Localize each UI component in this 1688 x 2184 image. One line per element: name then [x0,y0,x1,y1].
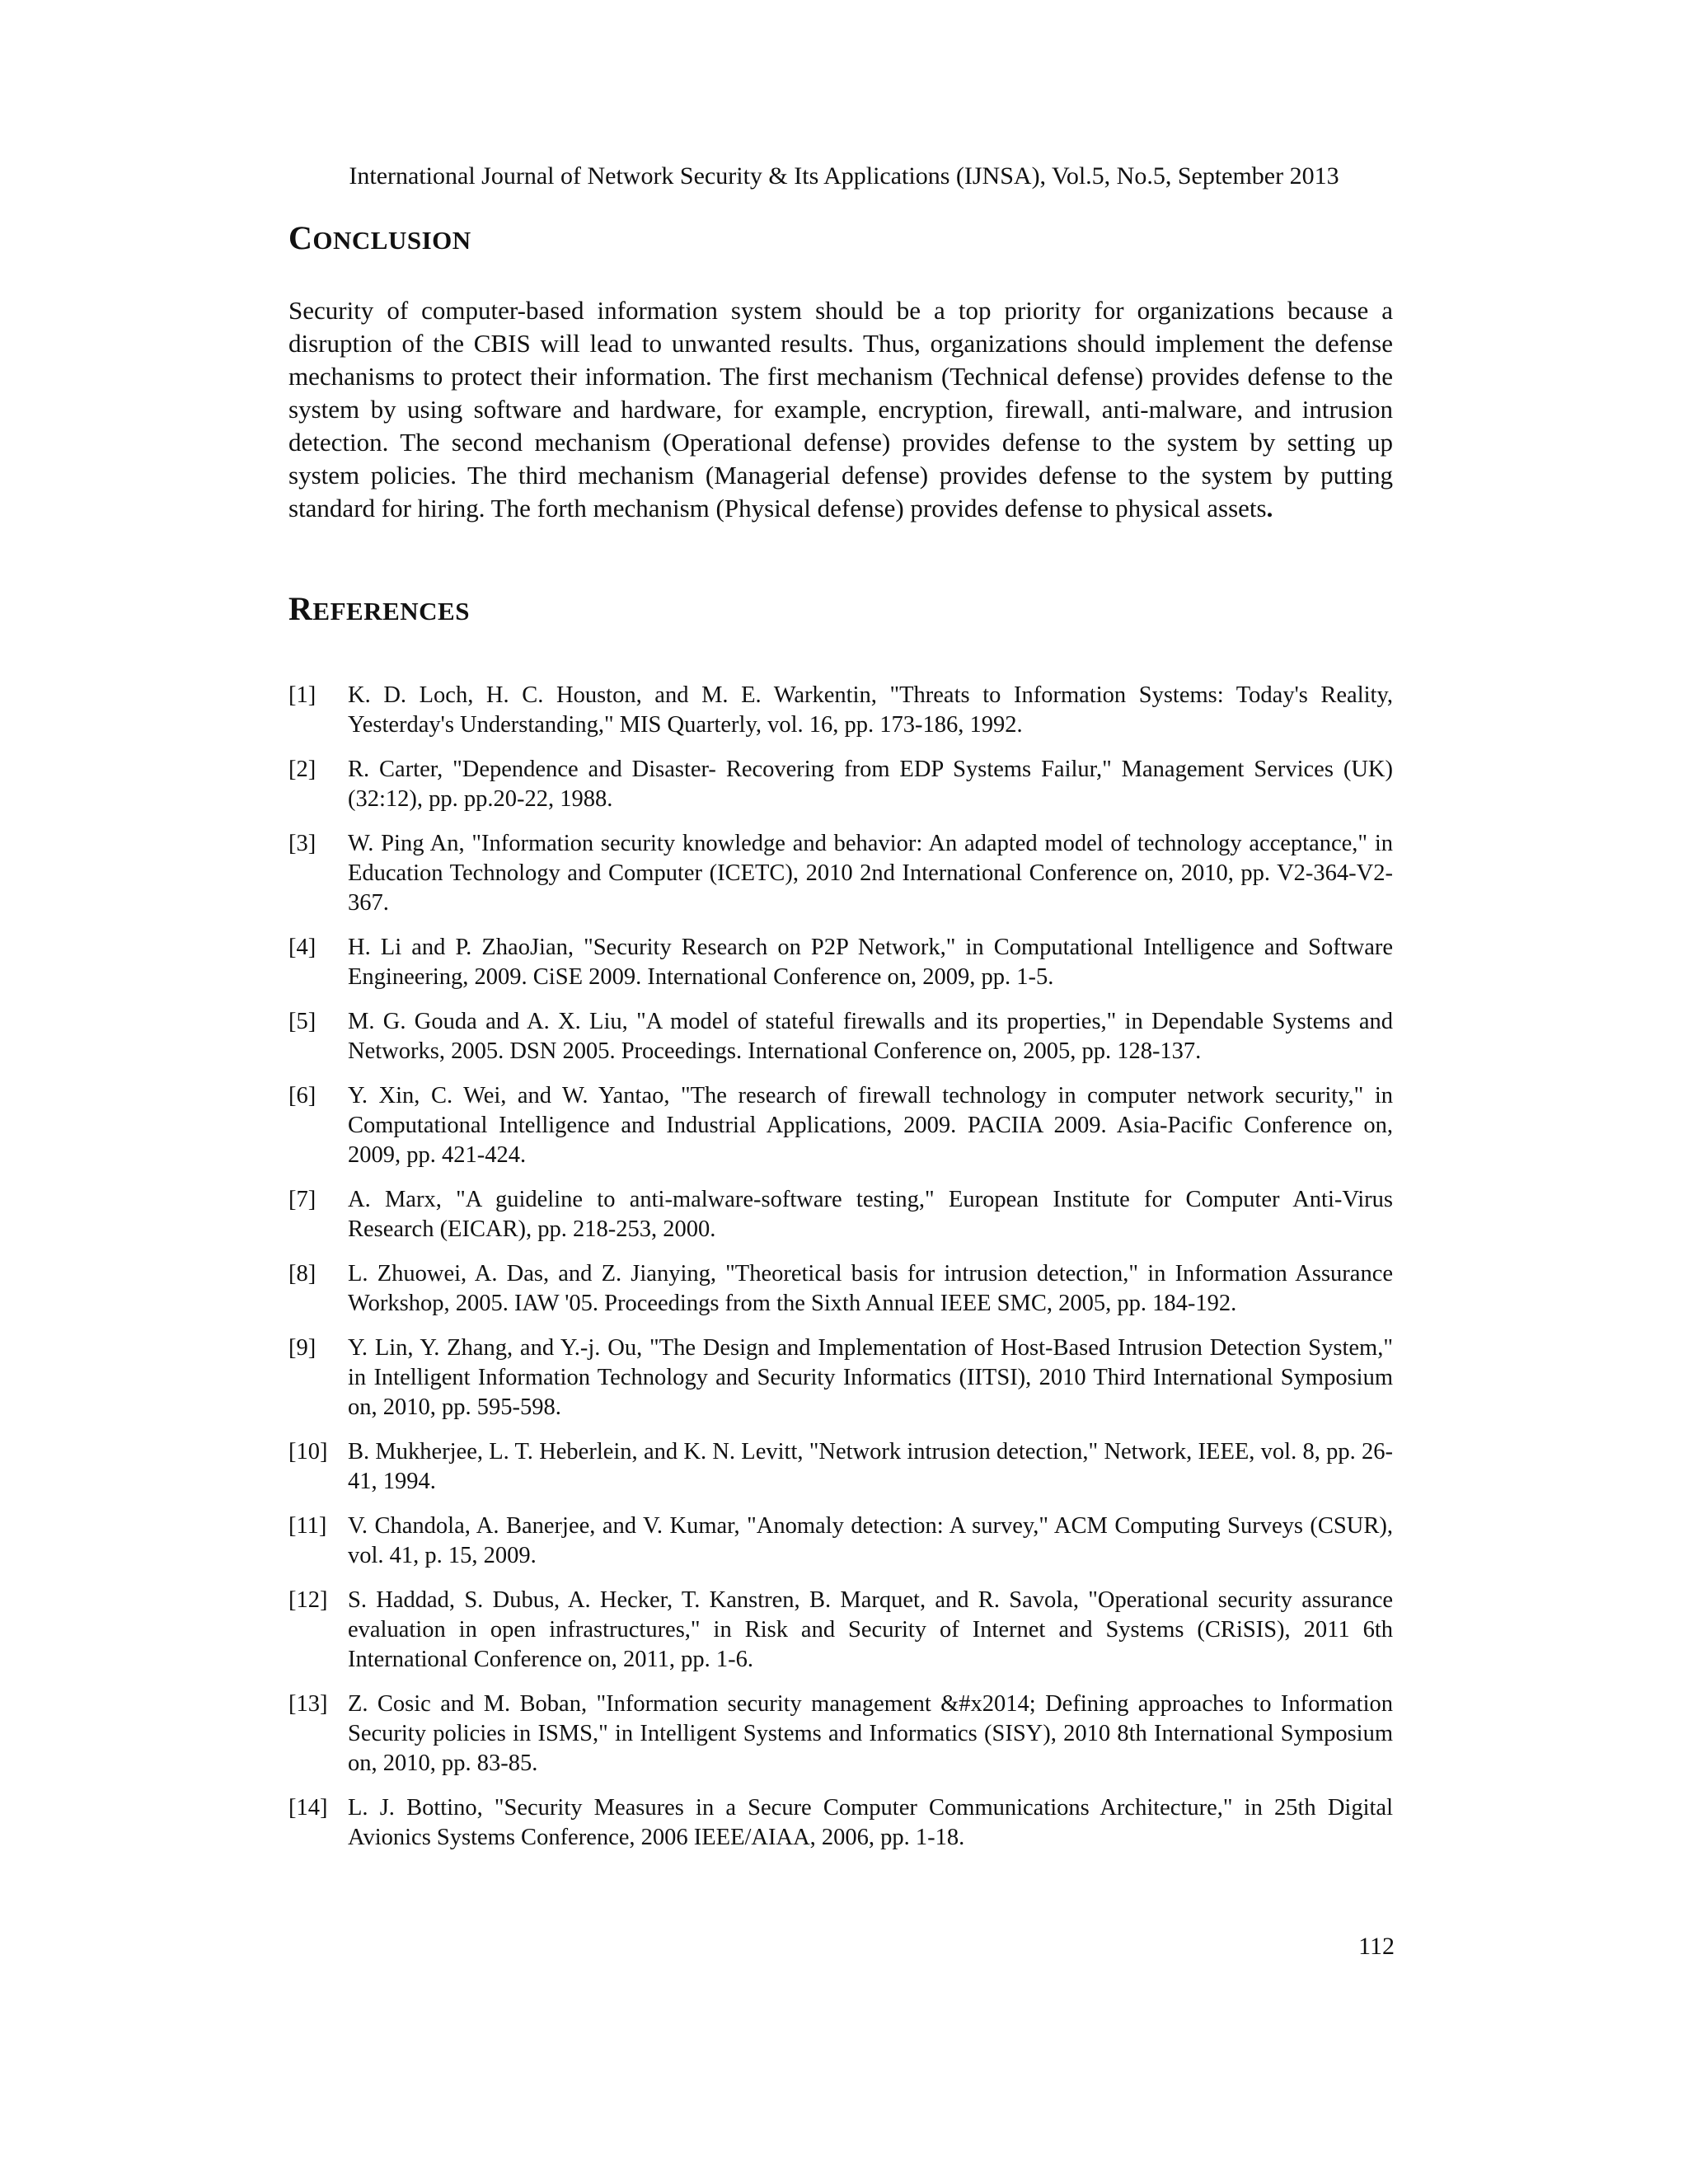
reference-number: [4] [288,935,316,960]
conclusion-heading-rest: ONCLUSION [312,226,471,255]
conclusion-heading [288,218,471,260]
reference-number: [13] [288,1691,328,1717]
reference-item [288,755,1393,814]
reference-item [288,1185,1393,1244]
reference-text: K. D. Loch, H. C. Houston, and M. E. Warkentin, "Threats to Information Systems: Today's Reality, Yesterday's Understanding," MIS Quarterly, vol. 16, pp. 173-186, 1992. [348,682,1393,738]
reference-item [288,1259,1393,1319]
conclusion-paragraph-text: Security of computer-based information system should be a top priority for organizations because a disruption of the CBIS will lead to unwanted results. Thus, organizations should implement the defense mechanisms to protect their information. The first mechanism (Technical defense) provides defense to the system by using software and hardware, for example, encryption, firewall, anti-malware, and intrusion detection. The second mechanism (Operational defense) provides defense to the system by setting up system policies. The third mechanism (Managerial defense) provides defense to the system by putting standard for hiring. The forth mechanism (Physical defense) provides defense to physical assets [288,296,1393,523]
conclusion-heading-initial: C [288,219,313,256]
reference-text: Y. Xin, C. Wei, and W. Yantao, "The research of firewall technology in computer network security," in Computational Intelligence and Industrial Applications, 2009. PACIIA 2009. Asia-Pacific Conference on, 2009, pp. 421-424. [348,1083,1393,1168]
reference-number: [6] [288,1083,316,1108]
reference-item [288,1511,1393,1571]
reference-item [288,1007,1393,1066]
reference-text: W. Ping An, "Information security knowledge and behavior: An adapted model of technology acceptance," in Education Technology and Computer (ICETC), 2010 2nd International Conference on, 2010, pp. V2-364-V2-367. [348,831,1393,916]
conclusion-paragraph [288,294,1393,525]
reference-text: H. Li and P. ZhaoJian, "Security Research on P2P Network," in Computational Intelligence and Software Engineering, 2009. CiSE 2009. International Conference on, 2009, pp. 1-5. [348,935,1393,990]
reference-number: [14] [288,1795,328,1821]
reference-number: [2] [288,757,316,782]
reference-number: [7] [288,1187,316,1212]
reference-text: B. Mukherjee, L. T. Heberlein, and K. N. Levitt, "Network intrusion detection," Network, IEEE, vol. 8, pp. 26-41, 1994. [348,1439,1393,1494]
reference-list [288,681,1393,1868]
reference-item [288,1586,1393,1675]
reference-text: Y. Lin, Y. Zhang, and Y.-j. Ou, "The Design and Implementation of Host-Based Intrusion Detection System," in Intelligent Information Technology and Security Informatics (IITSI), 2010 Third International Symposium on, 2010, pp. 595-598. [348,1335,1393,1420]
reference-number: [11] [288,1513,327,1539]
reference-text: L. J. Bottino, "Security Measures in a Secure Computer Communications Architecture," in 25th Digital Avionics Systems Conference, 2006 IEEE/AIAA, 2006, pp. 1-18. [348,1795,1393,1850]
reference-item [288,933,1393,992]
reference-text: R. Carter, "Dependence and Disaster- Recovering from EDP Systems Failur," Management Services (UK) (32:12), pp. pp.20-22, 1988. [348,757,1393,812]
reference-text: Z. Cosic and M. Boban, "Information security management &#x2014; Defining approaches to Information Security policies in ISMS," in Intelligent Systems and Informatics (SISY), 2010 8th International Symposium on, 2010, pp. 83-85. [348,1691,1393,1776]
reference-number: [5] [288,1009,316,1034]
reference-number: [1] [288,682,316,708]
page-number: 112 [1358,1933,1395,1960]
references-heading [288,589,470,631]
reference-item [288,1081,1393,1170]
reference-number: [9] [288,1335,316,1361]
reference-number: [10] [288,1439,328,1465]
reference-number: [3] [288,831,316,856]
reference-item [288,1690,1393,1779]
conclusion-paragraph-end: . [1266,494,1273,523]
reference-text: L. Zhuowei, A. Das, and Z. Jianying, "Theoretical basis for intrusion detection," in Information Assurance Workshop, 2005. IAW '05. Proceedings from the Sixth Annual IEEE SMC, 2005, pp. 184-192. [348,1261,1393,1316]
reference-text: V. Chandola, A. Banerjee, and V. Kumar, "Anomaly detection: A survey," ACM Computing Surveys (CSUR), vol. 41, p. 15, 2009. [348,1513,1393,1568]
reference-item [288,1793,1393,1853]
reference-item [288,1437,1393,1497]
reference-text: A. Marx, "A guideline to anti-malware-software testing," European Institute for Computer Anti-Virus Research (EICAR), pp. 218-253, 2000. [348,1187,1393,1242]
reference-item [288,829,1393,918]
reference-item [288,681,1393,740]
references-heading-initial: R [288,590,313,627]
reference-item [288,1333,1393,1422]
reference-text: S. Haddad, S. Dubus, A. Hecker, T. Kanstren, B. Marquet, and R. Savola, "Operational security assurance evaluation in open infrastructures," in Risk and Security of Internet and Systems (CRiSIS), 2011 6th International Conference on, 2011, pp. 1-6. [348,1587,1393,1672]
reference-text: M. G. Gouda and A. X. Liu, "A model of stateful firewalls and its properties," in Dependable Systems and Networks, 2005. DSN 2005. Proceedings. International Conference on, 2005, pp. 128-137. [348,1009,1393,1064]
references-heading-rest: EFERENCES [312,597,470,626]
reference-number: [12] [288,1587,328,1613]
running-header: International Journal of Network Security & Its Applications (IJNSA), Vol.5, No.5, September 2013 [349,162,1339,190]
reference-number: [8] [288,1261,316,1286]
